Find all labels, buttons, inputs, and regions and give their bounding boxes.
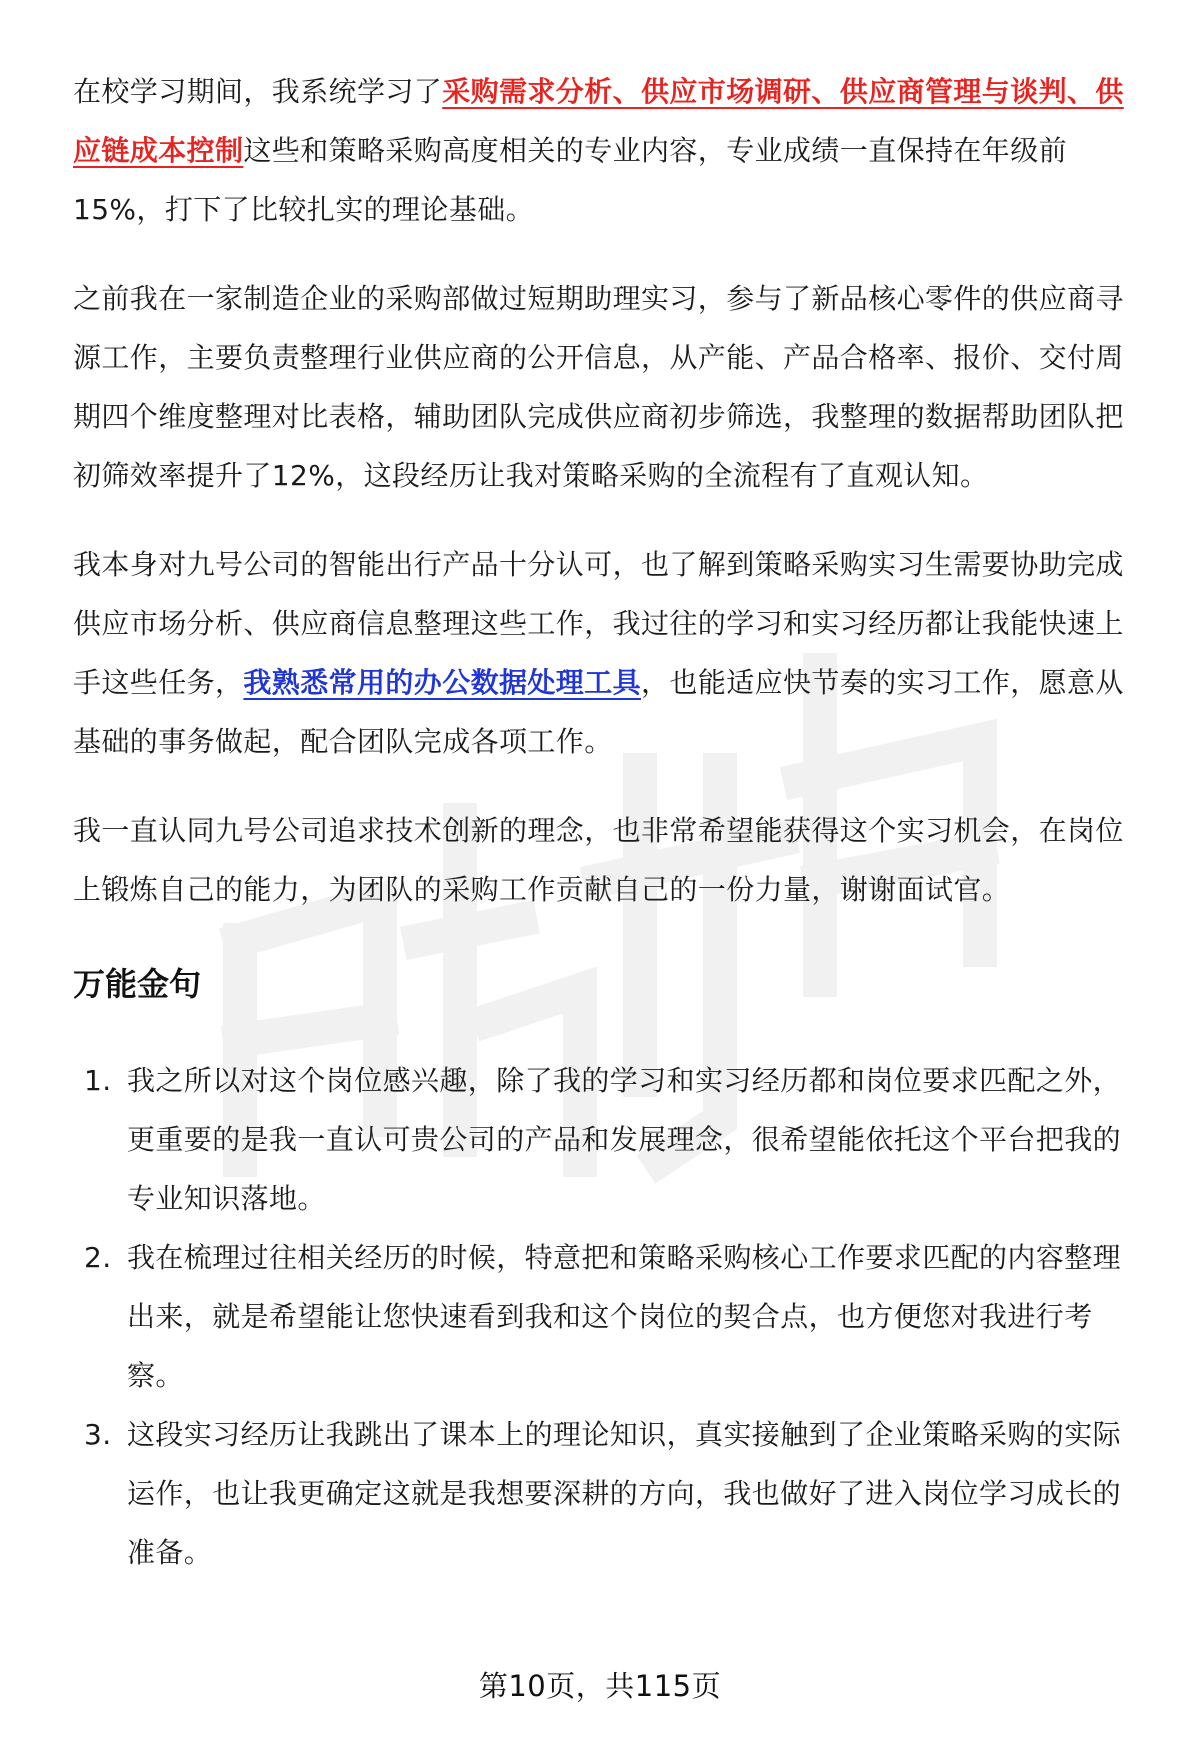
main-content: [73, 62, 1145, 1582]
paragraph-text: 在校学习期间，我系统学习了: [73, 75, 443, 108]
list-item: [73, 1405, 1145, 1582]
paragraph-internship: 之前我在一家制造企业的采购部做过短期助理实习，参与了新品核心零件的供应商寻源工作，主要负责整理行业供应商的公开信息，从产能、产品合格率、报价、交付周期四个维度整理对比表格，辅助团队完成供应商初步筛选，我整理的数据帮助团队把初筛效率提升了12%，这段经历让我对策略采购的全流程有了直观认知。: [73, 282, 1124, 492]
list-number: 1.: [84, 1064, 112, 1097]
list-item: [73, 1051, 1145, 1228]
list-item: [73, 1228, 1145, 1405]
paragraph-study: [73, 62, 1145, 239]
highlight-courses: 采购需求分析、供应市场调研、供应商管理与谈判、供应链成本控制: [73, 75, 1124, 167]
paragraph-company-fit: [73, 535, 1145, 771]
list-item-text: 我在梳理过往相关经历的时候，特意把和策略采购核心工作要求匹配的内容整理出来，就是希望能让您快速看到我和这个岗位的契合点，也方便您对我进行考察。: [127, 1241, 1122, 1392]
phrases-list: [73, 1051, 1145, 1582]
paragraph-closing: 我一直认同九号公司追求技术创新的理念，也非常希望能获得这个实习机会，在岗位上锻炼自己的能力，为团队的采购工作贡献自己的一份力量，谢谢面试官。: [73, 814, 1124, 906]
list-number: 2.: [84, 1241, 112, 1274]
page-footer: 第10页，共115页: [478, 1669, 722, 1703]
highlight-tools: 我熟悉常用的办公数据处理工具: [243, 666, 642, 699]
list-item-text: 这段实习经历让我跳出了课本上的理论知识，真实接触到了企业策略采购的实际运作，也让我更确定这就是我想要深耕的方向，我也做好了进入岗位学习成长的准备。: [127, 1418, 1122, 1569]
paragraph-text: 这些和策略采购高度相关的专业内容，专业成绩一直保持在年级前15%，打下了比较扎实的理论基础。: [73, 134, 1068, 226]
list-item-text: 我之所以对这个岗位感兴趣，除了我的学习和实习经历都和岗位要求匹配之外，更重要的是我一直认可贵公司的产品和发展理念，很希望能依托这个平台把我的专业知识落地。: [127, 1064, 1122, 1215]
paragraph-text: ，也能适应快节奏的实习工作，愿意从基础的事务做起，配合团队完成各项工作。: [73, 666, 1124, 758]
section-title: 万能金句: [73, 965, 202, 1003]
paragraph-text: 我本身对九号公司的智能出行产品十分认可，也了解到策略采购实习生需要协助完成供应市场分析、供应商信息整理这些工作，我过往的学习和实习经历都让我能快速上手这些任务，: [73, 548, 1124, 699]
list-number: 3.: [84, 1418, 112, 1451]
